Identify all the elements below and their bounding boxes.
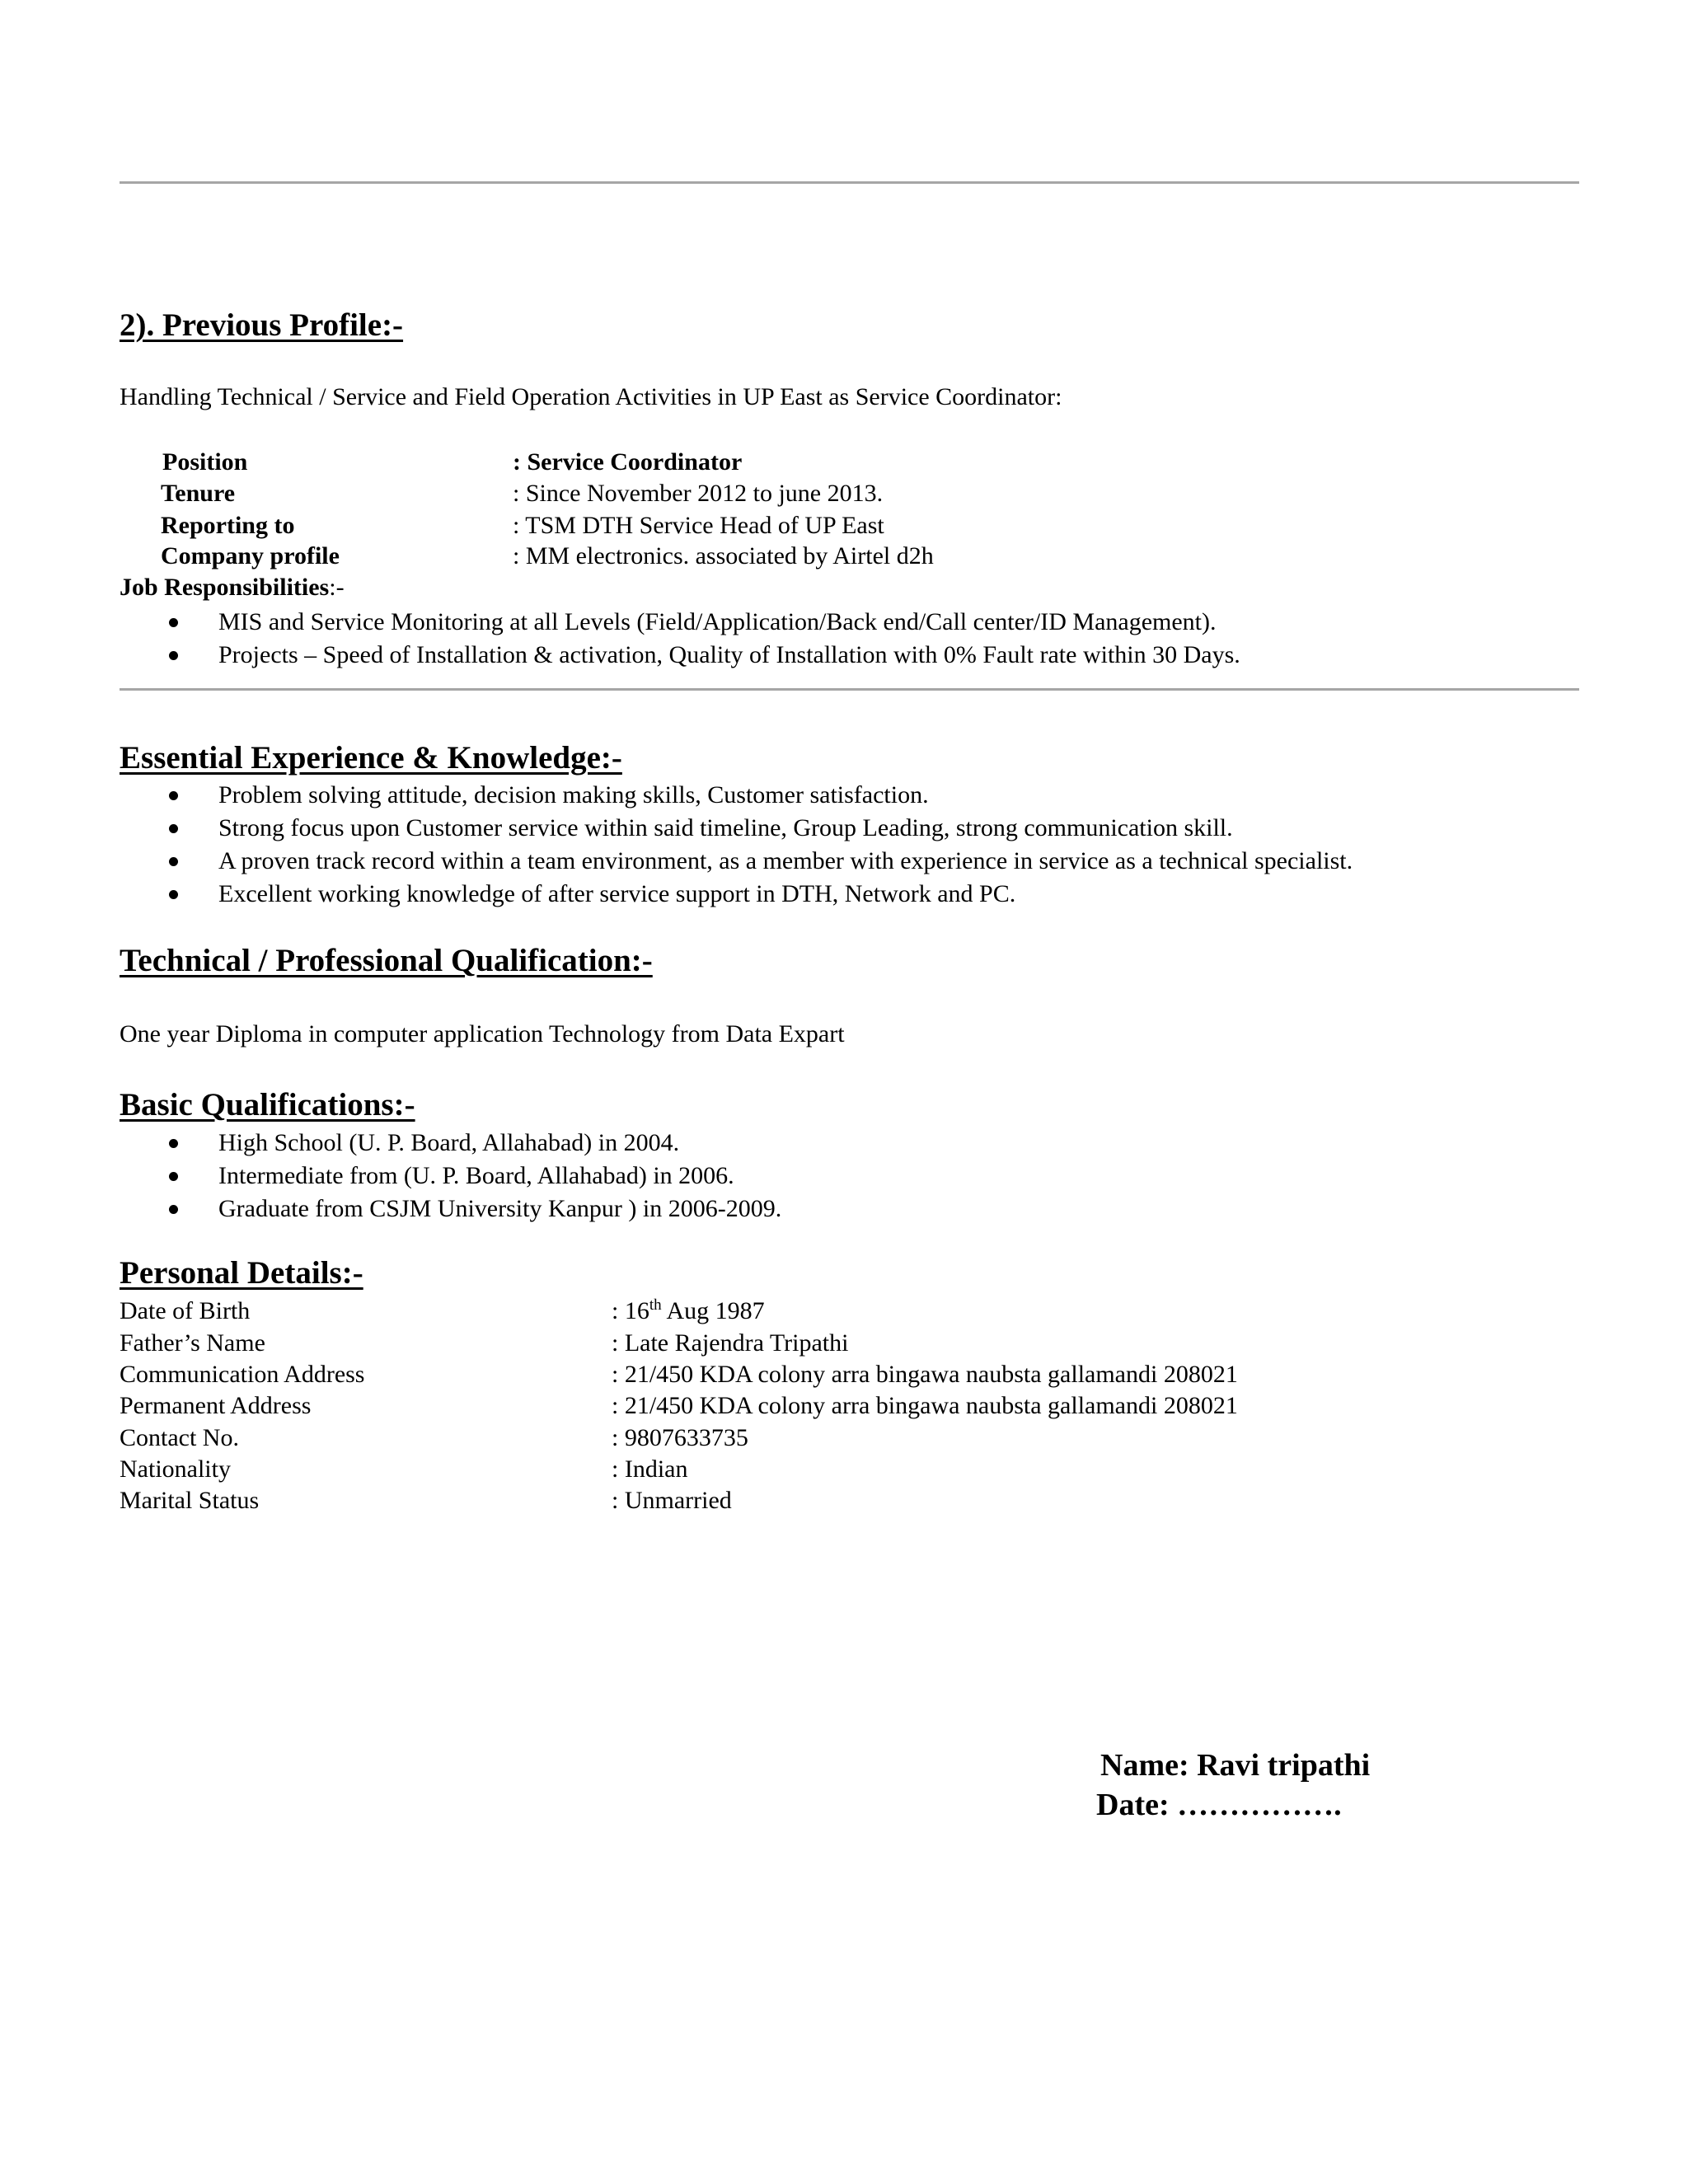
dob-label: Date of Birth <box>120 1297 251 1324</box>
list-item: Graduate from CSJM University Kanpur ) in 2006-2009. <box>120 1193 781 1226</box>
experience-list <box>120 779 1353 911</box>
job-responsibilities-label: Job Responsibilities:- <box>120 574 345 601</box>
dob-value: : 16th Aug 1987 <box>612 1296 765 1324</box>
technical-text: One year Diploma in computer application Technology from Data Expart <box>120 1020 845 1047</box>
personal-heading: Personal Details:- <box>120 1255 363 1291</box>
list-item: Intermediate from (U. P. Board, Allahabad) in 2006. <box>120 1160 781 1193</box>
reporting-value: : TSM DTH Service Head of UP East <box>513 512 884 539</box>
reporting-label: Reporting to <box>161 512 295 539</box>
list-item: MIS and Service Monitoring at all Levels (Field/Application/Back end/Call center/ID Management). <box>120 606 1240 639</box>
bullet-icon <box>169 1205 178 1214</box>
father-name-label: Father’s Name <box>120 1329 265 1357</box>
previous-profile-intro: Handling Technical / Service and Field Operation Activities in UP East as Service Coordinator: <box>120 383 1062 410</box>
list-item: Problem solving attitude, decision making skills, Customer satisfaction. <box>120 779 1353 812</box>
contact-label: Contact No. <box>120 1424 239 1451</box>
company-label: Company profile <box>161 542 340 569</box>
signature-name: Name: Ravi tripathi <box>1100 1748 1371 1783</box>
bullet-icon <box>169 1172 178 1181</box>
nationality-value: : Indian <box>612 1455 688 1483</box>
list-item: Strong focus upon Customer service within said timeline, Group Leading, strong communication skill. <box>120 812 1353 845</box>
list-item: A proven track record within a team environment, as a member with experience in service as a technical specialist. <box>120 845 1353 878</box>
basic-list <box>120 1127 781 1226</box>
technical-heading: Technical / Professional Qualification:- <box>120 943 653 978</box>
signature-date: Date: ……………. <box>1096 1788 1342 1822</box>
communication-address-value: : 21/450 KDA colony arra bingawa naubsta gallamandi 208021 <box>612 1361 1238 1388</box>
experience-heading: Essential Experience & Knowledge:- <box>120 740 622 776</box>
bullet-icon <box>169 857 178 866</box>
bullet-icon <box>169 824 178 833</box>
company-value: : MM electronics. associated by Airtel d2h <box>513 542 934 569</box>
marital-status-value: : Unmarried <box>612 1487 732 1514</box>
contact-value: : 9807633735 <box>612 1424 748 1451</box>
tenure-label: Tenure <box>161 480 236 507</box>
permanent-address-value: : 21/450 KDA colony arra bingawa naubsta gallamandi 208021 <box>612 1392 1238 1419</box>
father-name-value: : Late Rajendra Tripathi <box>612 1329 849 1357</box>
bullet-icon <box>169 651 178 660</box>
basic-heading: Basic Qualifications:- <box>120 1087 415 1122</box>
position-label: Position <box>162 448 248 476</box>
responsibilities-list <box>120 606 1240 672</box>
list-item: Excellent working knowledge of after service support in DTH, Network and PC. <box>120 878 1353 911</box>
list-item: Projects – Speed of Installation & activation, Quality of Installation with 0% Fault rate within 30 Days. <box>120 639 1240 672</box>
communication-address-label: Communication Address <box>120 1361 365 1388</box>
previous-profile-heading: 2). Previous Profile:- <box>120 307 404 343</box>
permanent-address-label: Permanent Address <box>120 1392 312 1419</box>
marital-status-label: Marital Status <box>120 1487 260 1514</box>
bullet-icon <box>169 618 178 627</box>
top-divider <box>120 181 1579 184</box>
bullet-icon <box>169 1139 178 1148</box>
nationality-label: Nationality <box>120 1455 231 1483</box>
list-item: High School (U. P. Board, Allahabad) in 2004. <box>120 1127 781 1160</box>
bullet-icon <box>169 890 178 899</box>
tenure-value: : Since November 2012 to june 2013. <box>513 480 884 507</box>
mid-divider <box>120 688 1579 691</box>
position-value: : Service Coordinator <box>513 448 743 476</box>
bullet-icon <box>169 791 178 800</box>
